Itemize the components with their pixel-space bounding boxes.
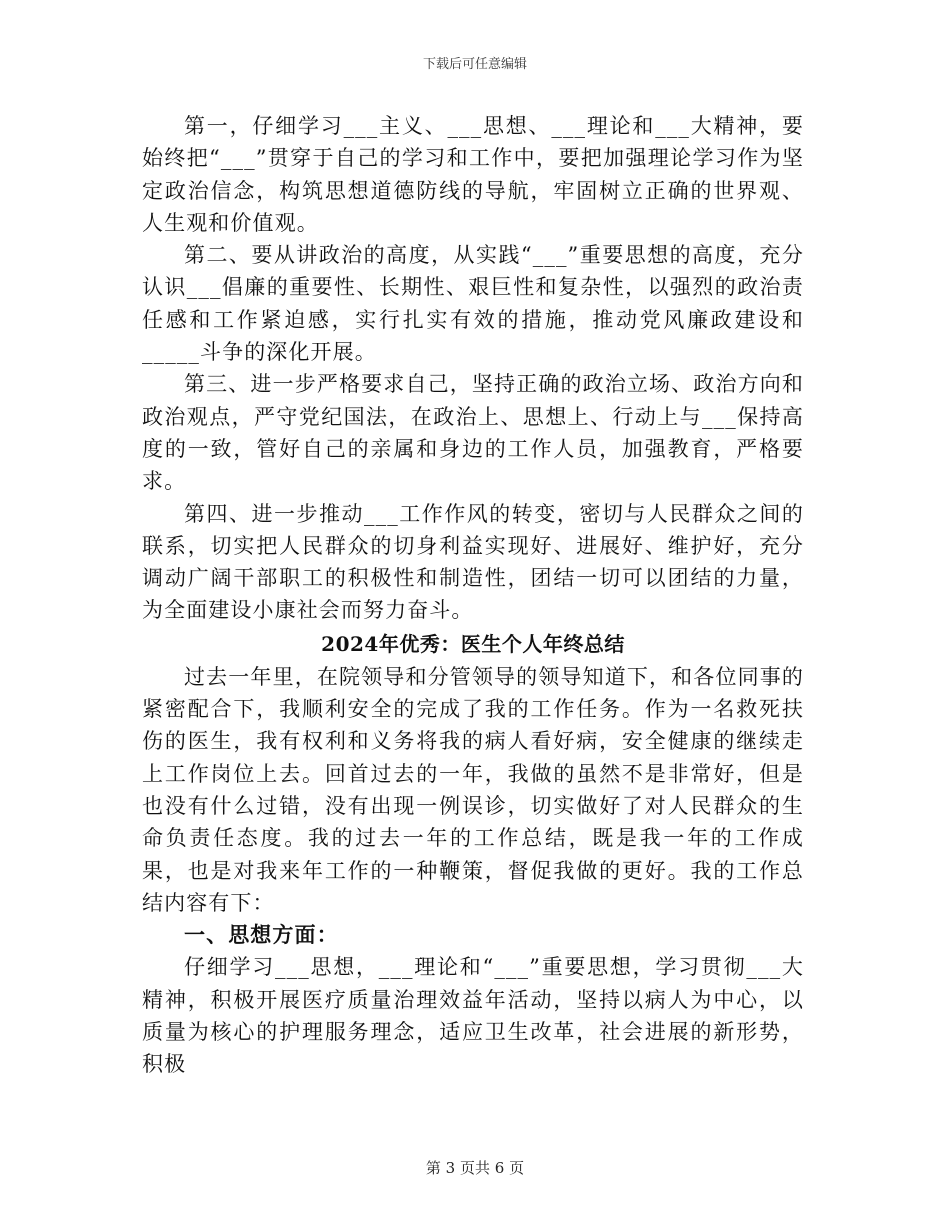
subheading-thought: 一、思想方面：: [184, 922, 339, 948]
paragraph-5: 过去一年里，在院领导和分管领导的领导知道下，和各位同事的紧密配合下，我顺利安全的完成了我的工作任务。作为一名救死扶伤的医生，我有权利和义务将我的病人看好病，安全健康的继续走上工作岗位上去。回首过去的一年，我做的虽然不是非常好，但是也没有什么过错，没有出现一例误诊，切实做好了对人民群众的生命负责任态度。我的过去一年的工作总结，既是我一年的工作成果，也是对我来年工作的一种鞭策，督促我做的更好。我的工作总结内容有下：: [142, 664, 804, 915]
paragraph-2: 第二、要从讲政治的高度，从实践“___”重要思想的高度，充分认识___倡廉的重要性、长期性、艰巨性和复杂性，以强烈的政治责任感和工作紧迫感，实行扎实有效的措施，推动党风廉政建设和_____斗争的深化开展。: [142, 243, 804, 365]
paragraph-3: 第三、进一步严格要求自己，坚持正确的政治立场、政治方向和政治观点，严守党纪国法，在政治上、思想上、行动上与___保持高度的一致，管好自己的亲属和身边的工作人员，加强教育，严格要求。: [142, 372, 804, 494]
paragraph-4: 第四、进一步推动___工作作风的转变，密切与人民群众之间的联系，切实把人民群众的切身利益实现好、进展好、维护好，充分调动广阔干部职工的积极性和制造性，团结一切可以团结的力量，为全面建设小康社会而努力奋斗。: [142, 501, 804, 623]
page-header: 下载后可任意编辑: [422, 57, 527, 72]
paragraph-1: 第一，仔细学习___主义、___思想、___理论和___大精神，要始终把“___”贯穿于自己的学习和工作中，要把加强理论学习作为坚定政治信念，构筑思想道德防线的导航，牢固树立正确的世界观、人生观和价值观。: [142, 114, 804, 235]
section-title: 2024年优秀：医生个人年终总结: [321, 631, 625, 656]
paragraph-6: 仔细学习___思想，___理论和“___”重要思想，学习贯彻___大精神，积极开展医疗质量治理效益年活动，坚持以病人为中心，以质量为核心的护理服务理念，适应卫生改革，社会进展的新形势，积极: [142, 955, 804, 1077]
document-body: [142, 110, 804, 1081]
page-footer: 第 3 页共 6 页: [425, 1159, 525, 1177]
